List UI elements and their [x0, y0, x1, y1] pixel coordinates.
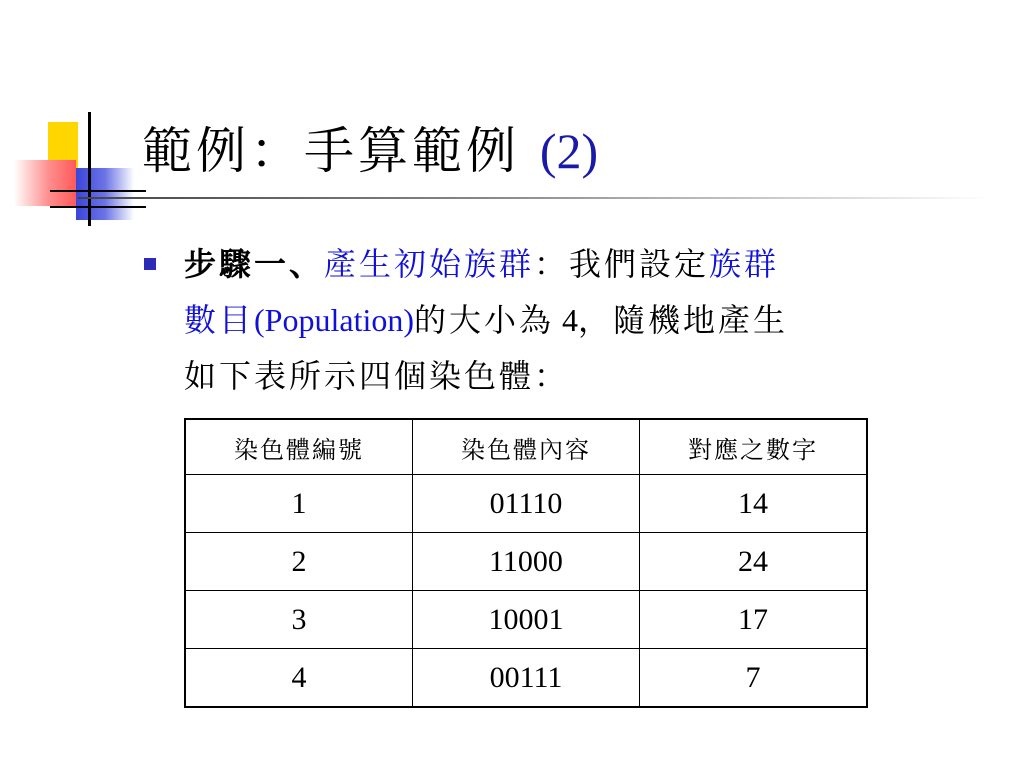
- table-header-cell: 染色體編號: [185, 419, 413, 475]
- slide-title: [142, 116, 598, 186]
- highlight-term: 數目: [184, 301, 255, 339]
- table-cell: 17: [640, 591, 868, 649]
- decorative-blue-block: [76, 168, 134, 220]
- table-cell: 7: [640, 649, 868, 708]
- decorative-horizontal-line: [50, 190, 146, 192]
- table-cell: 4: [185, 649, 413, 708]
- table-row: [185, 649, 867, 708]
- highlight-term: 產生初始族群: [324, 245, 535, 283]
- slide-title-number: (2): [539, 123, 599, 179]
- body-number: 4: [554, 302, 579, 338]
- decorative-horizontal-line: [50, 206, 146, 208]
- decorative-vertical-line: [88, 112, 91, 226]
- table-cell: 00111: [413, 649, 640, 708]
- table-cell: 10001: [413, 591, 640, 649]
- table-cell: 14: [640, 475, 868, 533]
- table-row: [185, 475, 867, 533]
- table-cell: 01110: [413, 475, 640, 533]
- body-text: 的大小為: [414, 301, 555, 339]
- bullet-item: [140, 236, 1000, 404]
- table-cell: 3: [185, 591, 413, 649]
- title-underline: [78, 197, 990, 199]
- step-label: 步驟一、: [184, 245, 325, 283]
- highlight-term-latin: (Population): [254, 302, 414, 338]
- body-text: ：我們設定: [534, 245, 710, 283]
- table-cell: 2: [185, 533, 413, 591]
- highlight-term: 族群: [709, 245, 780, 283]
- decorative-red-block: [14, 160, 76, 206]
- table-header-row: [185, 419, 867, 475]
- slide-title-text: 範例：手算範例: [142, 122, 540, 180]
- table-cell: 1: [185, 475, 413, 533]
- body-text: ，隨機地產生: [578, 301, 789, 339]
- table-cell: 24: [640, 533, 868, 591]
- table-header-cell: 對應之數字: [640, 419, 868, 475]
- body-text: 如下表所示四個染色體：: [184, 357, 570, 395]
- square-bullet-icon: [144, 258, 156, 270]
- bullet-text: [184, 236, 1000, 404]
- table-cell: 11000: [413, 533, 640, 591]
- chromosome-table: [184, 418, 868, 708]
- table-row: [185, 591, 867, 649]
- table-header-cell: 染色體內容: [413, 419, 640, 475]
- table-row: [185, 533, 867, 591]
